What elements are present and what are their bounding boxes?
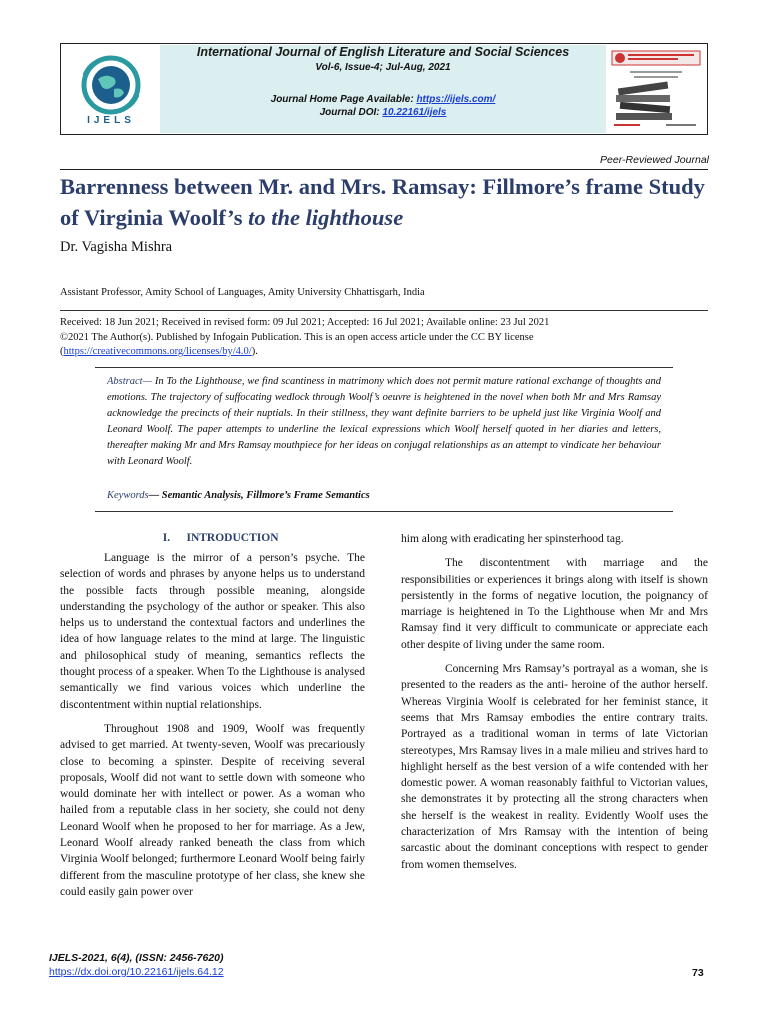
peer-reviewed-label: Peer-Reviewed Journal <box>600 154 709 166</box>
journal-volume: Vol-6, Issue-4; Jul-Aug, 2021 <box>315 62 451 73</box>
author-name: Dr. Vagisha Mishra <box>60 239 173 255</box>
abstract-label: Abstract— <box>107 376 152 387</box>
paragraph: Throughout 1908 and 1909, Woolf was frequently advised to get married. At twenty-seven, Woolf was precariously close to becoming a spinster. Despite of receiving several proposals, Woolf did not want to settle down with someone who would dominate her with intellect or power. As a woman who hailed from a reputable class in her society, she could not deny Leonard Woolf when he proposed to her for marriage. As a Jew, Leonard Woolf already ranked beneath the class from which Virginia Woolf belonged; furthermore Leonard Woolf being fairly different from the masculine prototype of her class, she knew she could easily gain power over <box>60 722 365 898</box>
body-column-right <box>401 531 708 881</box>
homepage-label: Journal Home Page Available: <box>270 94 417 105</box>
paragraph: Concerning Mrs Ramsay’s portrayal as a woman, she is presented to the readers as the anti- heroine of the author herself. Whereas Virginia Woolf is celebrated for her feminist stance, it seems that Mrs Ramsay embodies the entire contrary traits. Portrayed as a traditional woman in terms of late Victorian stereotypes, Mrs Ramsay lives in a male milieu and strives hard to highlight herself as the best version of a wife contended with her domestic power. A woman reasonably faithful to Victorian values, she demonstrates it by protecting all the strong characters when she herself is the weakest in reality. Evidently Woolf uses the characterization of Mrs Ramsay with the intention of being sarcastic about the dominant conceptions with respect to gender from women themselves. <box>401 663 708 871</box>
journal-homepage-line <box>160 94 606 105</box>
keywords <box>107 490 370 501</box>
journal-doi-line <box>160 107 606 118</box>
journal-name: International Journal of English Literature and Social Sciences <box>196 45 570 59</box>
logo-text: IJELS <box>87 115 135 126</box>
paragraph: Language is the mirror of a person’s psyche. The selection of words and phrases by anyone helps us to understand the possible facts through possible meaning, alongside understanding the psychology of the author or speaker. This also helps us to understand the contextual factors and underlines the idea of how language relates to the mind at large. The linguistic and philosophical study of meaning, semantics reflects the thought process of a speaker. When To the Lighthouse is analysed semantically we find various voices which underline the discontentment within nuptial relationships. <box>60 552 365 711</box>
journal-logo <box>62 45 160 133</box>
section-title: INTRODUCTION <box>186 532 279 544</box>
license-statement: ©2021 The Author(s). Published by Infogain Publication. This is an open access article under the CC BY license <box>60 331 534 343</box>
homepage-link[interactable]: https://ijels.com/ <box>416 94 496 105</box>
journal-doi-link[interactable]: 10.22161/ijels <box>382 107 447 118</box>
article-title-italic: to the lighthouse <box>248 205 404 230</box>
abstract <box>107 374 661 470</box>
received-dates: Received: 18 Jun 2021; Received in revised form: 09 Jul 2021; Accepted: 16 Jul 2021; Available online: 23 Jul 2021 <box>60 317 550 328</box>
book-stack-icon <box>606 45 706 133</box>
divider <box>60 169 708 170</box>
footer-citation: IJELS-2021, 6(4), (ISSN: 2456-7620) <box>49 952 224 964</box>
author-affiliation: Assistant Professor, Amity School of Languages, Amity University Chhattisgarh, India <box>60 287 425 298</box>
article-title <box>60 171 710 233</box>
abstract-text: In To the Lighthouse, we find scantiness in matrimony which does not permit mature rational exchange of thoughts and emotions. The trajectory of suffocating wedlock through Woolf’s oeuvre is heightened in the novel when both Mr and Mrs Ramsay acknowledge the precincts of their nuptials. In their stillness, they want definite barriers to be upheld just like Virginia Woolf and Leonard Woolf. The paper attempts to underline the lexical expressions which Woolf herself quoted in her diaries and letters, thereafter making Mr and Mrs Ramsay mouthpiece for her ideas on conjugal relationships as an attempt to vindicate her behaviour with Leonard Woolf. <box>107 376 661 467</box>
license-link[interactable]: https://creativecommons.org/licenses/by/4.0/ <box>63 346 252 357</box>
doi-label: Journal DOI: <box>319 107 383 118</box>
paragraph: The discontentment with marriage and the responsibilities or experiences it brings along with itself is shown persistently in the forms of negative locution, the poignancy of marriage is heightened in To the Lighthouse when Mr and Mrs Ramsay find it very difficult to communicate or appreciate each other despite of living under the same room. <box>401 557 708 651</box>
article-history <box>60 316 710 360</box>
keywords-label: Keywords <box>107 490 149 501</box>
journal-cover-thumbnail <box>606 45 706 133</box>
article-title-main: Barrenness between Mr. and Mrs. Ramsay: Fillmore’s frame Study of Virginia Woolf’s <box>60 174 705 230</box>
footer-doi-link[interactable]: https://dx.doi.org/10.22161/ijels.64.12 <box>49 966 224 978</box>
section-heading-introduction <box>60 532 365 544</box>
abstract-divider-top <box>95 367 673 368</box>
body-column-left <box>60 550 365 908</box>
section-number: I. <box>162 532 171 544</box>
divider <box>60 310 708 311</box>
keywords-list: — Semantic Analysis, Fillmore’s Frame Semantics <box>148 490 370 501</box>
page-number: 73 <box>692 967 704 979</box>
license-url-line: (https://creativecommons.org/licenses/by/4.0/). <box>60 346 258 357</box>
abstract-divider-bottom <box>95 511 673 512</box>
paragraph: him along with eradicating her spinsterhood tag. <box>401 533 624 545</box>
